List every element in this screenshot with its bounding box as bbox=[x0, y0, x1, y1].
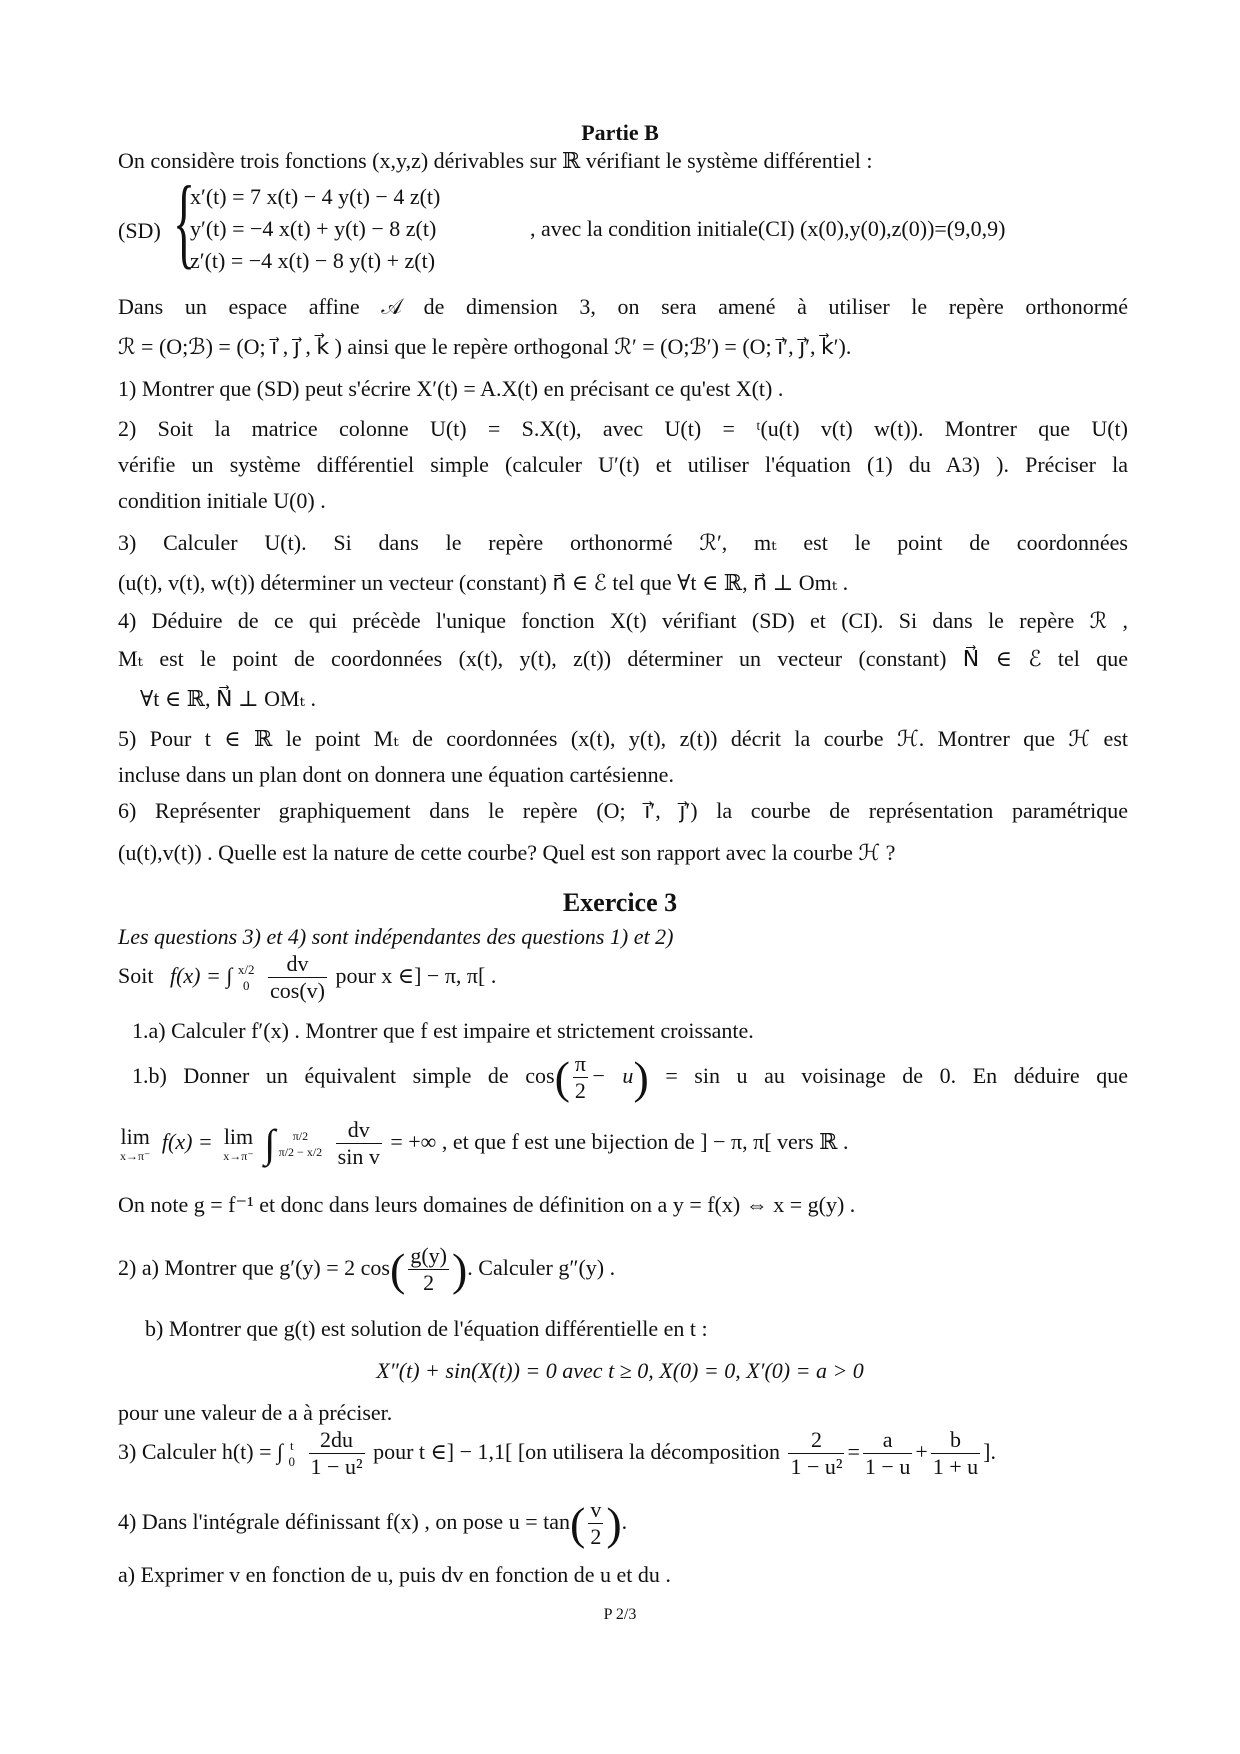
integrand bbox=[268, 951, 327, 1004]
question-6-line1: 6) Représenter graphiquement dans le repère (O; i⃗′, j⃗′) la courbe de représentation paramétrique bbox=[118, 798, 1128, 823]
integral-icon: ∫ bbox=[264, 1120, 276, 1166]
equation-1: x′(t) = 7 x(t) − 4 y(t) − 4 z(t) bbox=[190, 184, 441, 209]
partB-frame-line1: Dans un espace affine 𝒜 de dimension 3, on sera amené à utiliser le repère orthonormé bbox=[118, 294, 1128, 319]
q3-integrand bbox=[309, 1427, 365, 1480]
question-3-text: 3) Calculer h(t) = ∫ bbox=[118, 1439, 284, 1464]
limit-left bbox=[118, 1125, 152, 1163]
q3-f1-num: 2 bbox=[788, 1427, 844, 1454]
limit-line bbox=[118, 1112, 1128, 1172]
q3-end: ]. bbox=[983, 1439, 996, 1464]
lim-sub-2: x→π⁻ bbox=[223, 1148, 254, 1163]
q3-lower: 0 bbox=[288, 1453, 296, 1469]
question-2a-text: 2) a) Montrer que g′(y) = 2 cos bbox=[118, 1255, 390, 1280]
question-3-mid: pour t ∈] − 1,1[ [on utilisera la décomposition bbox=[373, 1439, 780, 1464]
question-4 bbox=[118, 1492, 1128, 1552]
brace-icon: { bbox=[173, 166, 196, 279]
paren-open-2-icon: ( bbox=[389, 1243, 406, 1295]
limit-den: sin v bbox=[337, 1144, 380, 1170]
question-3-line2: (u(t), v(t), w(t)) déterminer un vecteur (constant) n⃗ ∈ ℰ tel que ∀t ∈ ℝ, n⃗ ⊥ Omₜ . bbox=[118, 570, 849, 595]
question-2c: pour une valeur de a à préciser. bbox=[118, 1400, 393, 1425]
limit-upper: π/2 bbox=[292, 1128, 309, 1143]
integrand-num: dv bbox=[268, 951, 327, 978]
paren-open-icon: ( bbox=[554, 1051, 570, 1103]
inverse-note: On note g = f⁻¹ et donc dans leurs domaines de définition on a y = f(x) ⇔ x = g(y) . bbox=[118, 1192, 856, 1217]
q3-num: 2du bbox=[309, 1427, 365, 1454]
q3-f2-den: 1 − u bbox=[864, 1454, 911, 1480]
question-4a: a) Exprimer v en fonction de u, puis dv en fonction de u et du . bbox=[118, 1562, 671, 1587]
definition-tail: pour x ∈] − π, π[ . bbox=[335, 963, 497, 988]
partB-title: Partie B bbox=[581, 120, 659, 145]
question-2b: b) Montrer que g(t) est solution de l'équation différentielle en t : bbox=[145, 1316, 708, 1341]
limit-num: dv bbox=[336, 1117, 382, 1144]
exercise3-note: Les questions 3) et 4) sont indépendantes des questions 1) et 2) bbox=[118, 924, 674, 949]
v-num: v bbox=[590, 1497, 602, 1523]
q3-den: 1 − u² bbox=[310, 1454, 363, 1480]
limit-lower: π/2 − x/2 bbox=[278, 1144, 323, 1159]
paren-open-3-icon: ( bbox=[569, 1497, 586, 1549]
gy-over-2 bbox=[408, 1243, 449, 1296]
q3-frac1 bbox=[788, 1427, 844, 1480]
definition-fx: f(x) = ∫ bbox=[169, 963, 233, 988]
q3-bounds bbox=[287, 1438, 298, 1470]
q3-upper: t bbox=[289, 1437, 294, 1453]
integrand-den: cos(v) bbox=[270, 978, 325, 1004]
exercise3-title: Exercice 3 bbox=[562, 888, 678, 917]
definition-soit: Soit bbox=[118, 963, 154, 988]
limit-integrand bbox=[336, 1117, 382, 1170]
question-4-line3: ∀t ∈ ℝ, N⃗ ⊥ OMₜ . bbox=[140, 686, 316, 711]
question-2-line1: 2) Soit la matrice colonne U(t) = S.X(t), avec U(t) = ᵗ(u(t) v(t) w(t)). Montrer que U(t) bbox=[118, 416, 1128, 441]
partB-intro: On considère trois fonctions (x,y,z) dérivables sur ℝ vérifiant le système différentiel : bbox=[118, 148, 873, 173]
question-5-line1: 5) Pour t ∈ ℝ le point Mₜ de coordonnées (x(t), y(t), z(t)) décrit la courbe ℋ. Montrer que ℋ est bbox=[118, 726, 1128, 751]
lim-word: lim bbox=[120, 1123, 150, 1149]
pi-den: 2 bbox=[574, 1078, 586, 1104]
integral-upper: x/2 bbox=[237, 961, 255, 977]
minus-u: − u bbox=[591, 1063, 634, 1088]
cos-label: cos bbox=[525, 1063, 555, 1088]
question-6-line2: (u(t),v(t)) . Quelle est la nature de cette courbe? Quel est son rapport avec la courbe ℋ ? bbox=[118, 840, 896, 865]
question-1b bbox=[132, 1048, 1128, 1104]
pi-over-2 bbox=[573, 1051, 588, 1104]
lim-word-2: lim bbox=[223, 1123, 254, 1149]
paren-close-2-icon: ) bbox=[451, 1243, 468, 1295]
pi-num: π bbox=[574, 1051, 587, 1077]
q4-end: . bbox=[621, 1509, 628, 1534]
q3-f3-den: 1 + u bbox=[932, 1454, 979, 1480]
q3-frac2 bbox=[863, 1427, 912, 1480]
paren-close-icon: ) bbox=[633, 1051, 649, 1103]
equation-2: y′(t) = −4 x(t) + y(t) − 8 z(t) bbox=[190, 216, 437, 241]
v-den: 2 bbox=[590, 1524, 602, 1550]
differential-system bbox=[118, 166, 1128, 279]
question-5-line2: incluse dans un plan dont on donnera une équation cartésienne. bbox=[118, 762, 674, 787]
definition-f bbox=[118, 948, 1128, 1004]
question-4-line1: 4) Déduire de ce qui précède l'unique fonction X(t) vérifiant (SD) et (CI). Si dans le repère ℛ , bbox=[118, 608, 1128, 633]
integral-lower: 0 bbox=[242, 977, 250, 993]
paren-close-3-icon: ) bbox=[606, 1497, 622, 1549]
limit-integral-bounds bbox=[277, 1128, 325, 1160]
page-number: P 2/3 bbox=[603, 1606, 637, 1623]
limit-fx: f(x) = bbox=[161, 1129, 213, 1154]
question-3-line1: 3) Calculer U(t). Si dans le repère orthonormé ℛ′, mₜ est le point de coordonnées bbox=[118, 530, 1128, 555]
v-over-2 bbox=[588, 1497, 603, 1550]
initial-condition: , avec la condition initiale(CI) (x(0),y(0),z(0))=(9,0,9) bbox=[530, 216, 1006, 241]
partB-frame-line2: ℛ = (O;ℬ) = (O; i⃗ , j⃗ , k⃗ ) ainsi que le repère orthogonal ℛ′ = (O;ℬ′) = (O; i⃗′, j⃗′, k⃗′). bbox=[118, 334, 852, 359]
question-4-line2: Mₜ est le point de coordonnées (x(t), y(t), z(t)) déterminer un vecteur (constant) N⃗ ∈ ℰ tel que bbox=[118, 646, 1128, 671]
integral-bounds bbox=[236, 962, 257, 994]
question-4-text: 4) Dans l'intégrale définissant f(x) , on pose u = tan bbox=[118, 1509, 570, 1534]
q3-f3-num: b bbox=[931, 1427, 980, 1454]
question-1b-tail: = sin u au voisinage de 0. En déduire que bbox=[665, 1063, 1128, 1088]
question-1b-text: 1.b) Donner un équivalent simple de bbox=[132, 1063, 509, 1088]
question-3: 3) Calculer h(t) = ∫ t 0 $\frac{2du}{\text{1 − u²}}$ pour t ∈] − 1,1[ [on utilisera la décomposition $\frac{2}{\text{1 − u²}}$ = $\frac{a}{1 - u}$ + $\frac{b}{1 + u}$ ]. bbox=[118, 1427, 996, 1480]
question-1: 1) Montrer que (SD) peut s'écrire X′(t) = A.X(t) en précisant ce qu'est X(t) . bbox=[118, 376, 784, 401]
equation-3: z′(t) = −4 x(t) − 8 y(t) + z(t) bbox=[190, 248, 436, 273]
q3-f1-den: 1 − u² bbox=[790, 1454, 843, 1480]
gy-den: 2 bbox=[423, 1270, 435, 1296]
limit-right bbox=[221, 1125, 255, 1163]
question-1a: 1.a) Calculer f′(x) . Montrer que f est impaire et strictement croissante. bbox=[132, 1018, 754, 1043]
system-label: (SD) bbox=[118, 218, 161, 243]
q3-f2-num: a bbox=[863, 1427, 912, 1454]
lim-sub: x→π⁻ bbox=[120, 1148, 151, 1163]
question-2a bbox=[118, 1238, 1128, 1298]
question-2a-tail: . Calculer g″(y) . bbox=[467, 1255, 616, 1280]
ode-equation: X″(t) + sin(X(t)) = 0 avec t ≥ 0, X(0) = 0, X′(0) = a > 0 bbox=[376, 1358, 864, 1383]
question-2-line3: condition initiale U(0) . bbox=[118, 488, 326, 513]
limit-tail: = +∞ , et que f est une bijection de ] − π, π[ vers ℝ . bbox=[390, 1129, 849, 1154]
gy-num: g(y) bbox=[410, 1243, 447, 1269]
q3-frac3 bbox=[931, 1427, 980, 1480]
question-2-line2: vérifie un système différentiel simple (calculer U′(t) et utiliser l'équation (1) du A3) ). Préciser la bbox=[118, 452, 1128, 477]
